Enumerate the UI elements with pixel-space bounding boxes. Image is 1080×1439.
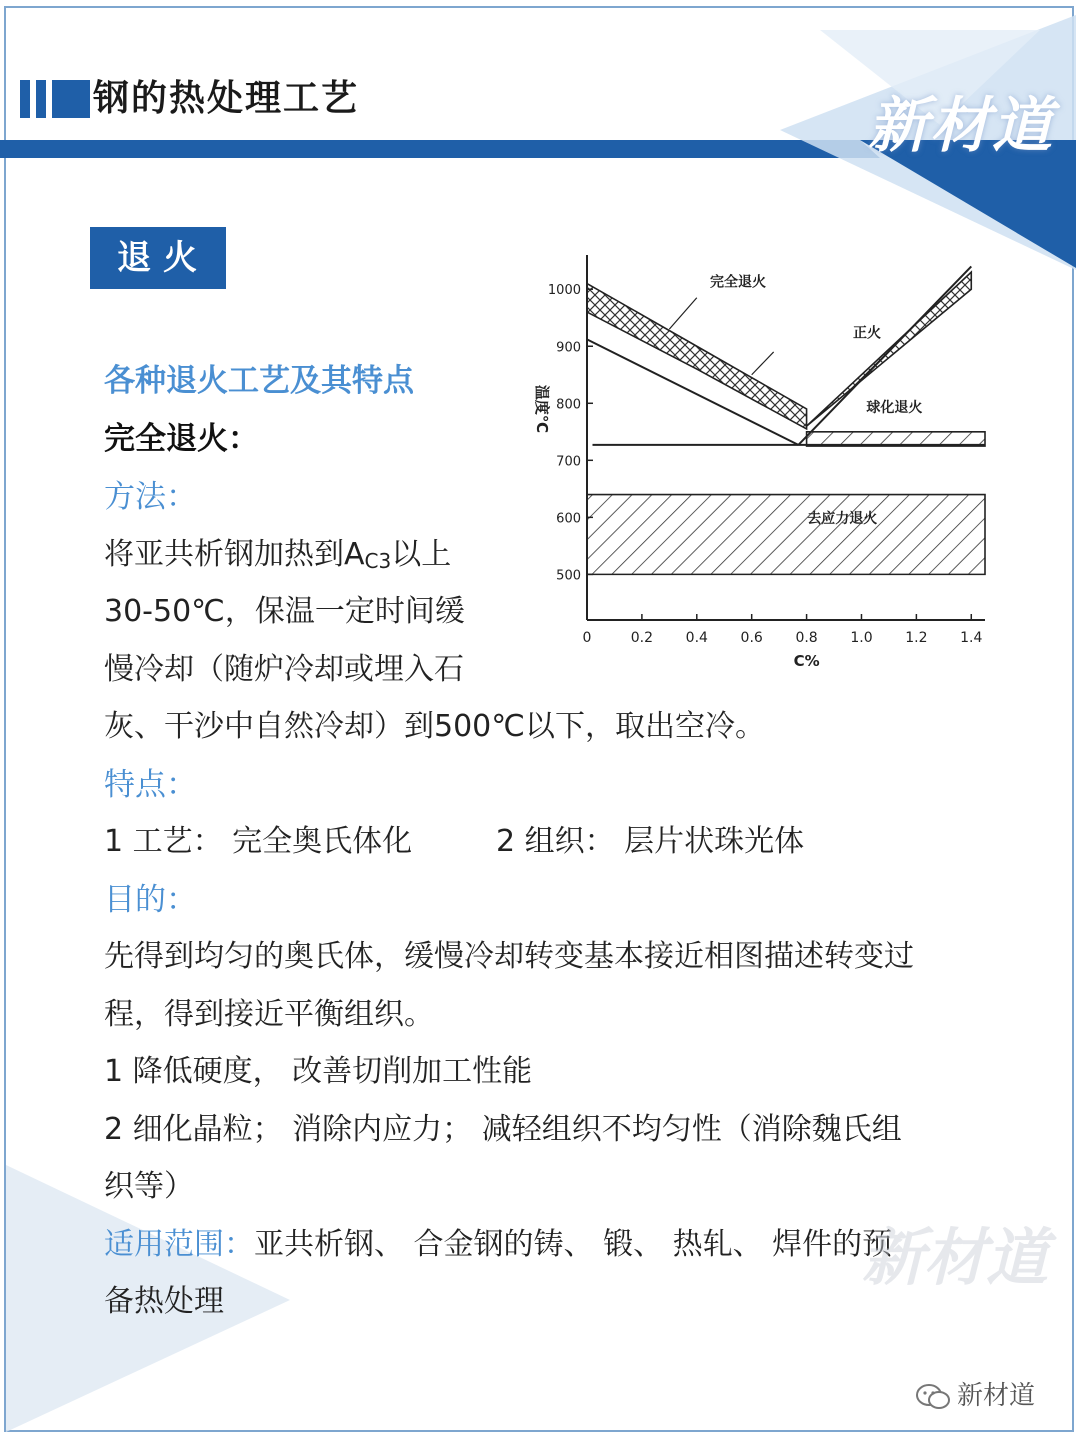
region-label-2: 球化退火 bbox=[866, 399, 923, 416]
x-tick-label-6: 1.2 bbox=[905, 630, 928, 646]
x-tick-label-5: 1.0 bbox=[850, 630, 873, 646]
method-line-4: 灰、干沙中自然冷却）到500℃以下，取出空冷。 bbox=[104, 709, 765, 744]
region-3 bbox=[587, 495, 985, 575]
method-label: 方法： bbox=[104, 479, 197, 515]
y-tick-label-5: 1000 bbox=[547, 283, 581, 299]
x-tick-label-4: 0.8 bbox=[795, 630, 818, 646]
leader-line-1 bbox=[752, 352, 774, 375]
footer-brand: 新材道 bbox=[957, 1381, 1036, 1411]
y-tick-label-0: 500 bbox=[556, 568, 581, 584]
region-label-0: 完全退火 bbox=[709, 274, 766, 291]
section-badge: 退火 bbox=[90, 227, 226, 289]
features-item-1: 1 工艺： 完全奥氏体化 bbox=[104, 824, 413, 859]
region-label-1: 正火 bbox=[852, 325, 881, 342]
y-tick-label-1: 600 bbox=[556, 511, 581, 527]
purpose-line-4: 2 细化晶粒； 消除内应力； 减轻组织不均匀性（消除魏氏组 bbox=[104, 1112, 902, 1147]
scope-label: 适用范围： bbox=[104, 1227, 254, 1262]
method-line-3: 慢冷却（随炉冷却或埋入石 bbox=[104, 652, 464, 687]
x-tick-label-3: 0.6 bbox=[740, 630, 763, 646]
x-tick-label-7: 1.4 bbox=[960, 630, 983, 646]
y-tick-label-3: 800 bbox=[556, 397, 581, 413]
scope-line-2: 备热处理 bbox=[104, 1284, 224, 1319]
purpose-line-3: 1 降低硬度， 改善切削加工性能 bbox=[104, 1054, 533, 1089]
wechat-icon bbox=[915, 1382, 951, 1412]
y-axis-label: 温度℃ bbox=[533, 384, 551, 434]
method-line-1: 将亚共析钢加热到$A_{C3}$以上 bbox=[104, 537, 452, 573]
purpose-line-2: 程，得到接近平衡组织。 bbox=[104, 997, 434, 1032]
purpose-line-5: 织等） bbox=[104, 1169, 194, 1204]
features-label: 特点： bbox=[104, 767, 197, 803]
region-label-3: 去应力退火 bbox=[807, 511, 878, 528]
leader-line-0 bbox=[669, 298, 696, 329]
x-tick-label-1: 0.2 bbox=[630, 630, 654, 646]
full-annealing-heading: 完全退火： bbox=[104, 421, 259, 457]
features-item-2: 2 组织： 层片状珠光体 bbox=[496, 824, 805, 859]
phase-line-2 bbox=[798, 266, 971, 445]
subheading: 各种退火工艺及其特点 bbox=[104, 363, 414, 399]
purpose-line-1: 先得到均匀的奥氏体，缓慢冷却转变基本接近相图描述转变过 bbox=[104, 939, 914, 974]
purpose-label: 目的： bbox=[104, 882, 197, 918]
x-axis-label: C% bbox=[793, 652, 820, 670]
method-line-2: 30-50℃，保温一定时间缓 bbox=[104, 594, 465, 629]
header-band bbox=[0, 140, 880, 158]
page-title: 钢的热处理工艺 bbox=[93, 78, 360, 119]
brand-watermark: 新材道 bbox=[862, 1221, 1049, 1294]
scope-line-1: 适用范围：亚共析钢、 合金钢的铸、 锻、 热轧、 焊件的预 bbox=[104, 1227, 893, 1262]
brand-logo: 新材道 bbox=[868, 91, 1054, 161]
x-tick-label-0: 0 bbox=[582, 630, 592, 646]
y-tick-label-2: 700 bbox=[556, 454, 581, 470]
footer-mark bbox=[915, 1375, 1035, 1412]
x-tick-label-2: 0.4 bbox=[685, 630, 708, 646]
y-tick-label-4: 900 bbox=[556, 340, 581, 356]
annealing-temperature-chart bbox=[515, 235, 995, 675]
